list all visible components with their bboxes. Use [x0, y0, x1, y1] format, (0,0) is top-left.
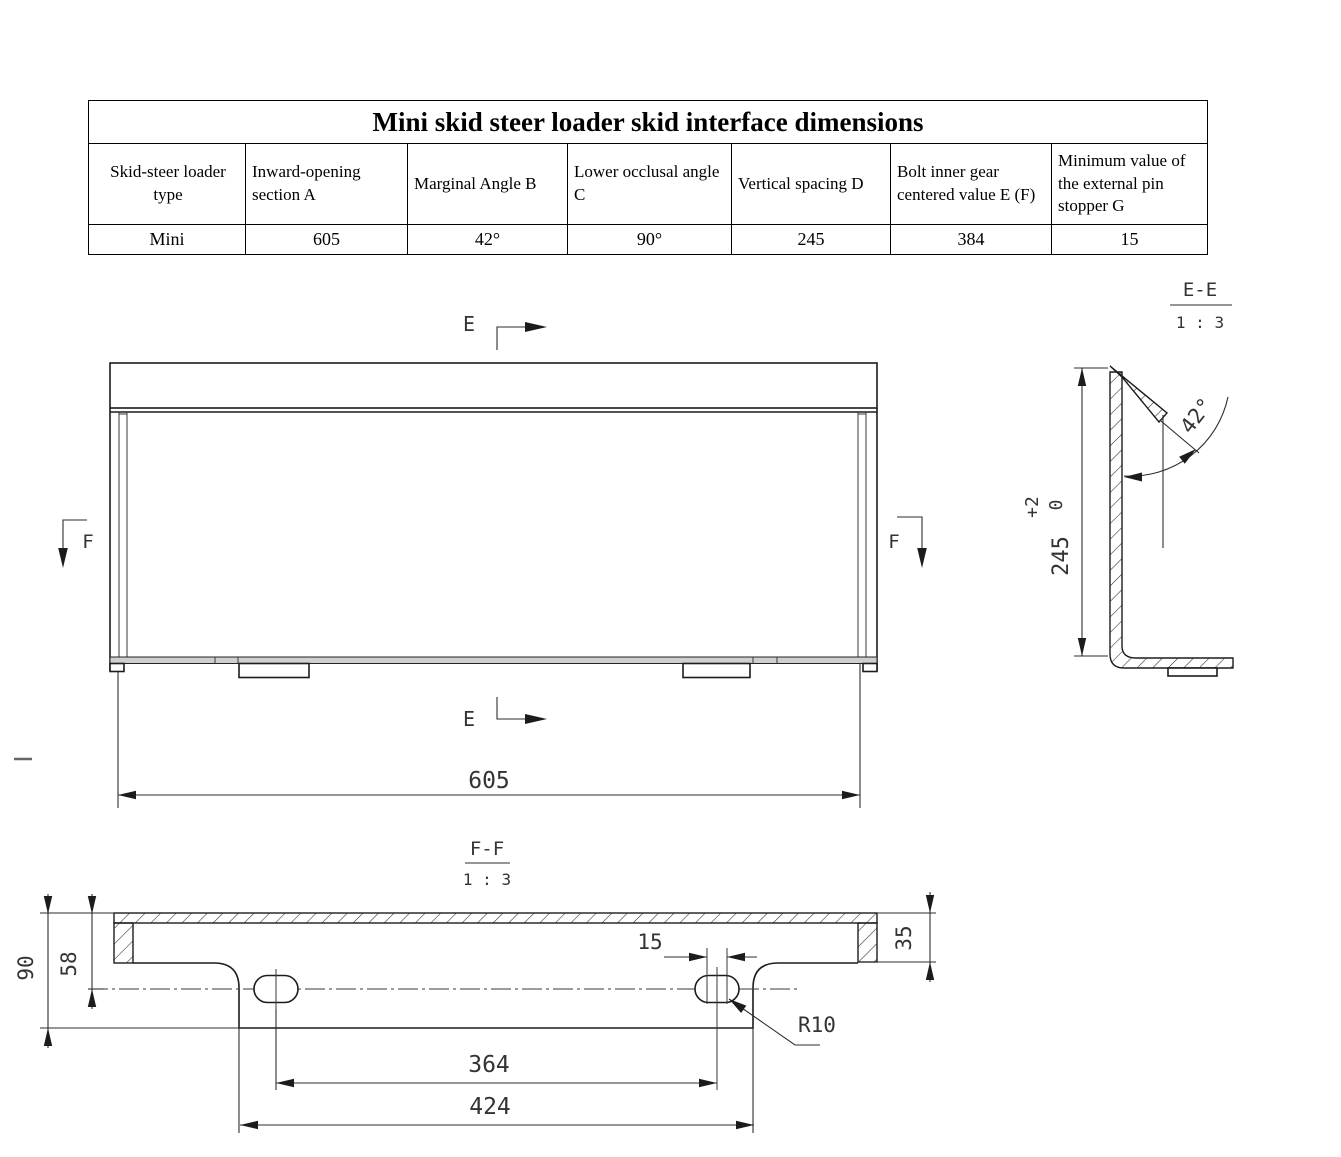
col-header-lower-occlusal-angle: Lower occlusal angle C — [568, 144, 732, 225]
section-arrow-icon — [525, 322, 547, 332]
value-angle-c: 90° — [568, 225, 732, 255]
right-rail-strip — [858, 412, 866, 657]
section-ff-scale: 1 : 3 — [462, 870, 512, 889]
col-header-external-pin-stopper: Minimum value of the external pin stopper G — [1052, 144, 1208, 225]
front-view — [110, 363, 877, 678]
dim-text-90: 90 — [14, 955, 38, 981]
dim-text-tol-upper: +2 — [1022, 496, 1043, 518]
section-ff-view — [14, 838, 936, 1133]
left-rail-strip — [119, 412, 127, 657]
dim-text-364: 364 — [468, 1052, 510, 1078]
dim-slot-center-58 — [57, 894, 96, 1009]
col-header-marginal-angle: Marginal Angle B — [408, 144, 568, 225]
right-mount-tab — [683, 664, 750, 678]
ee-plate-section — [1110, 372, 1233, 668]
ff-top-plate — [114, 913, 877, 923]
ff-lower-profile — [133, 963, 858, 1028]
dim-text-58: 58 — [57, 951, 81, 977]
col-header-vertical-spacing: Vertical spacing D — [732, 144, 891, 225]
dim-angle-42 — [1124, 393, 1228, 548]
left-mount-tab — [239, 664, 309, 678]
dim-text-35: 35 — [892, 925, 916, 951]
table-title: Mini skid steer loader skid interface dimensions — [89, 101, 1208, 144]
ee-bottom-tab — [1168, 668, 1217, 676]
section-letter-f: F — [888, 531, 900, 553]
dim-text-424: 424 — [469, 1094, 511, 1120]
dim-text-245: 245 — [1049, 536, 1074, 576]
dim-text-42deg: 42° — [1175, 393, 1218, 439]
section-ff-title: F-F — [469, 838, 505, 860]
section-ee-label — [1170, 279, 1232, 332]
value-angle-b: 42° — [408, 225, 568, 255]
col-header-inward-opening: Inward-opening section A — [246, 144, 408, 225]
dim-flange-35 — [892, 892, 934, 982]
ff-left-end-piece — [114, 923, 133, 963]
dim-slot-radius-r10 — [729, 999, 836, 1045]
dim-slot-width-15 — [637, 930, 757, 961]
col-header-bolt-inner-gear: Bolt inner gear centered value E (F) — [891, 144, 1052, 225]
section-marker-e-top — [463, 312, 547, 350]
dim-opening-424 — [240, 1094, 754, 1129]
section-ee-title: E-E — [1182, 279, 1218, 301]
section-arrow-icon — [525, 714, 547, 724]
dim-text-r10: R10 — [798, 1013, 836, 1037]
dim-height-245 — [1022, 368, 1108, 656]
section-ee-view — [1022, 279, 1233, 676]
dim-width-605 — [118, 664, 860, 808]
value-e-f: 384 — [891, 225, 1052, 255]
col-header-loader-type: Skid-steer loader type — [89, 144, 246, 225]
value-spacing-d: 245 — [732, 225, 891, 255]
dim-slot-spacing-364 — [276, 1052, 717, 1087]
ff-right-end-piece — [858, 923, 877, 962]
dim-height-90 — [14, 894, 52, 1048]
section-ff-label — [463, 838, 511, 889]
section-arrow-icon — [58, 548, 68, 568]
value-stopper-g: 15 — [1052, 225, 1208, 255]
section-marker-f-left — [58, 520, 94, 568]
section-marker-f-right — [888, 517, 927, 568]
dim-text-15: 15 — [637, 930, 663, 954]
dim-text-605: 605 — [468, 768, 510, 794]
section-letter-f: F — [82, 531, 94, 553]
section-arrow-icon — [917, 548, 927, 568]
value-loader-type: Mini — [89, 225, 246, 255]
dim-text-tol-lower: 0 — [1046, 499, 1067, 511]
section-ee-scale: 1 : 3 — [1175, 313, 1225, 332]
bottom-rail — [110, 657, 877, 664]
section-letter-e: E — [462, 707, 476, 731]
value-section-a: 605 — [246, 225, 408, 255]
section-marker-e-bottom — [463, 697, 547, 731]
section-letter-e: E — [462, 312, 476, 336]
